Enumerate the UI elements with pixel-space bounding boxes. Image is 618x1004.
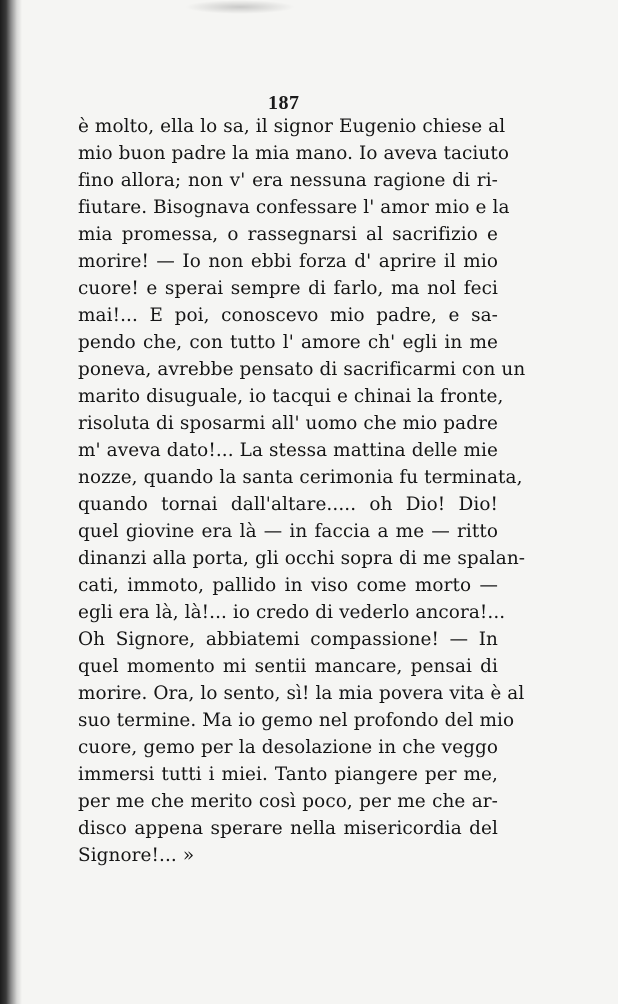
text-line: marito disuguale, io tacqui e chinai la fronte, xyxy=(78,386,504,407)
text-line: fino allora; non v' era nessuna ragione di ri- xyxy=(78,170,498,191)
text-line: cati, immoto, pallido in viso come morto — xyxy=(78,575,498,596)
text-line: Oh Signore, abbiatemi compassione! — In xyxy=(78,629,498,650)
text-line: poneva, avrebbe pensato di sacrificarmi con un xyxy=(78,359,526,380)
text-line: egli era là, là!... io credo di vederlo ancora!... xyxy=(78,602,506,623)
text-line: mio buon padre la mia mano. Io aveva taciuto xyxy=(78,143,510,164)
text-line: cuore, gemo per la desolazione in che veggo xyxy=(78,737,498,758)
text-line: per me che merito così poco, per me che ar- xyxy=(78,791,498,812)
text-line: dinanzi alla porta, gli occhi sopra di me spalan- xyxy=(78,548,526,569)
text-line: disco appena sperare nella misericordia del xyxy=(78,818,498,839)
text-line: quel momento mi sentii mancare, pensai di xyxy=(78,656,498,677)
text-line-last: Signore!... » xyxy=(78,845,195,866)
text-line: risoluta di sposarmi all' uomo che mio padre xyxy=(78,413,498,434)
text-line: mai!... E poi, conoscevo mio padre, e sa- xyxy=(78,305,498,326)
text-line: morire. Ora, lo sento, sì! la mia povera vita è al xyxy=(78,683,525,704)
text-line: è molto, ella lo sa, il signor Eugenio chiese al xyxy=(78,116,506,137)
text-line: immersi tutti i miei. Tanto piangere per me, xyxy=(78,764,498,785)
text-line: cuore! e sperai sempre di farlo, ma nol feci xyxy=(78,278,498,299)
text-line: fiutare. Bisognava confessare l' amor mio e la xyxy=(78,197,510,218)
binding-gutter-shadow xyxy=(0,0,22,1004)
text-line: suo termine. Ma io gemo nel profondo del mio xyxy=(78,710,515,731)
text-line: quando tornai dall'altare..... oh Dio! Dio! xyxy=(78,494,498,515)
text-line: nozze, quando la santa cerimonia fu terminata, xyxy=(78,467,523,488)
text-line: mia promessa, o rassegnarsi al sacrifizio e xyxy=(78,224,498,245)
paper-smudge xyxy=(185,0,295,14)
text-line: morire! — Io non ebbi forza d' aprire il mio xyxy=(78,251,498,272)
text-line: m' aveva dato!... La stessa mattina delle mie xyxy=(78,440,498,461)
body-text xyxy=(78,113,526,869)
page-number: 187 xyxy=(268,92,300,114)
text-line: quel giovine era là — in faccia a me — ritto xyxy=(78,521,498,542)
text-line: pendo che, con tutto l' amore ch' egli in me xyxy=(78,332,498,353)
